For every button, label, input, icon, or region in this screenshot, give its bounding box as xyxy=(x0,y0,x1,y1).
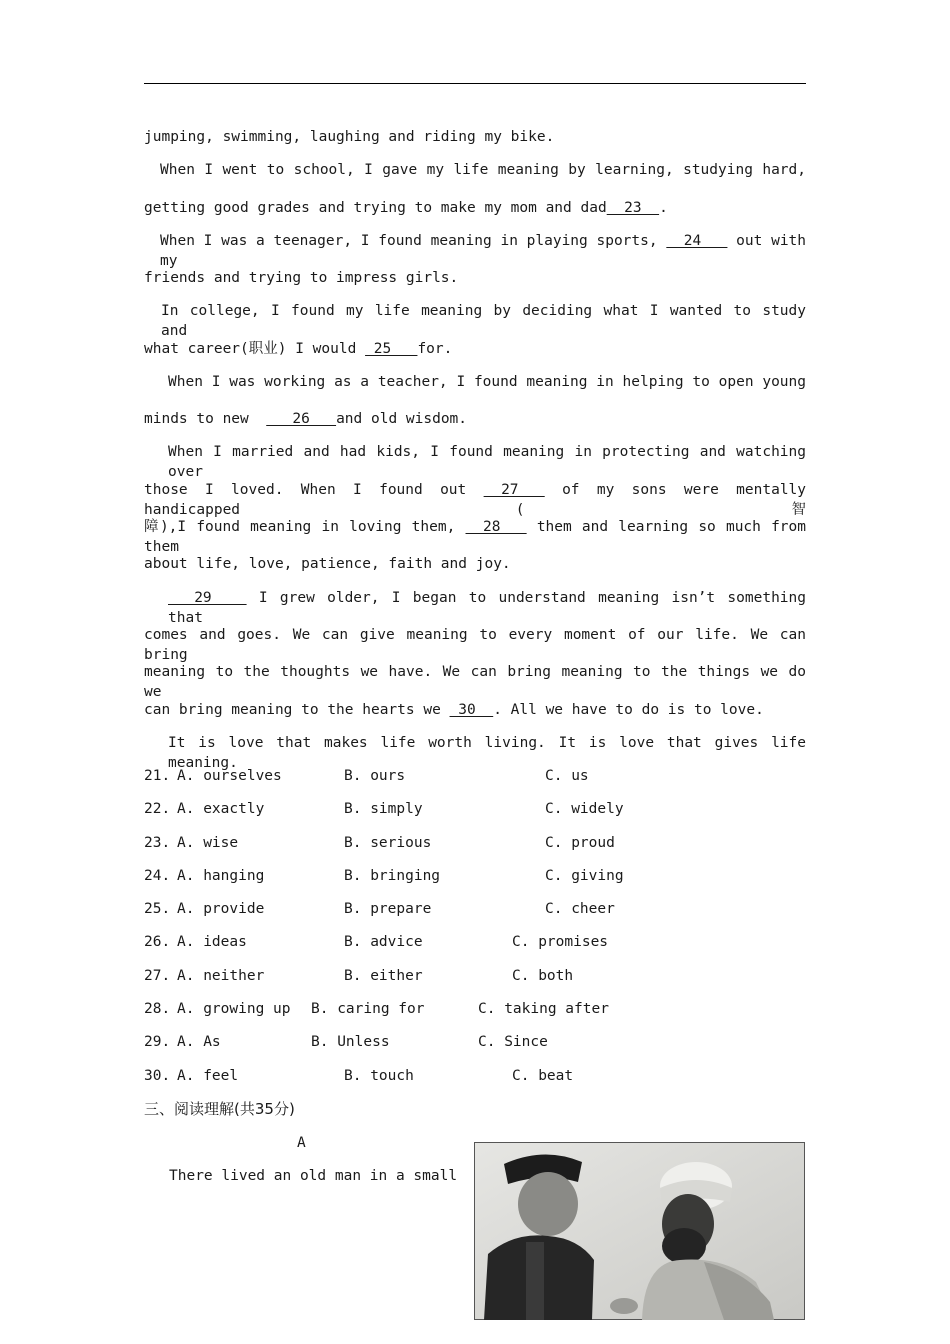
option-b: B. prepare xyxy=(344,901,432,917)
passage-photo xyxy=(474,1142,805,1320)
passage-line xyxy=(144,339,806,359)
passage-line: jumping, swimming, laughing and riding my bike. xyxy=(144,129,555,145)
passage-text: 障),I found meaning in loving them, xyxy=(144,519,466,535)
passage-line: comes and goes. We can give meaning to every moment of our life. We can bring xyxy=(144,627,806,663)
option-a: A. ourselves xyxy=(177,768,282,784)
passage-text: getting good grades and trying to make my mom and dad xyxy=(144,200,607,216)
passage-line xyxy=(168,588,806,628)
passage-line: When I was working as a teacher, I found meaning in helping to open young xyxy=(168,374,806,390)
option-c: C. Since xyxy=(478,1034,548,1050)
option-c: C. us xyxy=(545,768,589,784)
option-b: B. simply xyxy=(344,801,423,817)
passage-text: can bring meaning to the hearts we xyxy=(144,702,450,718)
option-a: A. ideas xyxy=(177,934,247,950)
question-number: 21. xyxy=(144,768,171,784)
question-number: 22. xyxy=(144,801,171,817)
blank-24: 24 xyxy=(666,233,728,249)
passage-text: . All we have to do is to love. xyxy=(493,702,764,718)
question-number: 24. xyxy=(144,868,171,884)
passage-line xyxy=(144,409,806,429)
passage-line xyxy=(144,700,806,720)
option-b: B. Unless xyxy=(311,1034,390,1050)
passage-line xyxy=(144,480,806,520)
passage-line xyxy=(160,231,806,271)
option-a: A. provide xyxy=(177,901,265,917)
option-a: A. growing up xyxy=(177,1001,291,1017)
passage-label: A xyxy=(297,1135,306,1151)
passage-line: about life, love, patience, faith and joy. xyxy=(144,556,511,572)
option-b: B. advice xyxy=(344,934,423,950)
option-c: C. proud xyxy=(545,835,615,851)
option-a: A. hanging xyxy=(177,868,265,884)
section-title: 三、阅读理解(共35分) xyxy=(144,1100,295,1118)
passage-text: for. xyxy=(417,341,453,357)
passage-text: When I was a teenager, I found meaning in playing sports, xyxy=(160,233,667,249)
option-c: C. both xyxy=(512,968,574,984)
question-number: 23. xyxy=(144,835,171,851)
question-number: 27. xyxy=(144,968,171,984)
passage-text: and old wisdom. xyxy=(336,411,468,427)
option-a: A. wise xyxy=(177,835,239,851)
question-number: 28. xyxy=(144,1001,171,1017)
passage-line: When I went to school, I gave my life meaning by learning, studying hard, xyxy=(160,162,806,178)
option-b: B. serious xyxy=(344,835,432,851)
blank-26: 26 xyxy=(266,411,337,427)
blank-30: 30 xyxy=(449,702,494,718)
passage-line: meaning to the thoughts we have. We can bring meaning to the things we do we xyxy=(144,664,806,700)
option-c: C. cheer xyxy=(545,901,615,917)
photo-illustration xyxy=(474,1142,805,1320)
passage-text: of my sons were mentally handicapped (智 xyxy=(144,482,807,518)
blank-25: 25 xyxy=(365,341,418,357)
passage-line: friends and trying to impress girls. xyxy=(144,270,459,286)
option-c: C. widely xyxy=(545,801,624,817)
option-c: C. promises xyxy=(512,934,609,950)
question-number: 30. xyxy=(144,1068,171,1084)
passage-line: In college, I found my life meaning by deciding what I wanted to study and xyxy=(161,303,806,339)
option-a: A. neither xyxy=(177,968,265,984)
passage-text: those I loved. When I found out xyxy=(144,482,484,498)
blank-27: 27 xyxy=(483,482,545,498)
passage-line: When I married and had kids, I found meaning in protecting and watching over xyxy=(168,444,806,480)
passage-text: minds to new xyxy=(144,411,267,427)
question-number: 25. xyxy=(144,901,171,917)
option-b: B. caring for xyxy=(311,1001,425,1017)
option-c: C. giving xyxy=(545,868,624,884)
passage-text: . xyxy=(659,200,668,216)
option-a: A. feel xyxy=(177,1068,239,1084)
passage-line xyxy=(144,517,806,557)
passage-text: out with my xyxy=(160,233,807,269)
passage-text: them and learning so much from them xyxy=(144,519,806,555)
option-c: C. beat xyxy=(512,1068,574,1084)
header-rule xyxy=(144,83,806,84)
option-b: B. touch xyxy=(344,1068,414,1084)
passage-text: what career(职业) I would xyxy=(144,341,366,357)
blank-29: 29 xyxy=(168,590,247,606)
passage-line xyxy=(144,198,806,218)
option-c: C. taking after xyxy=(478,1001,609,1017)
blank-23: 23 xyxy=(606,200,660,216)
option-b: B. bringing xyxy=(344,868,441,884)
option-a: A. exactly xyxy=(177,801,265,817)
question-number: 26. xyxy=(144,934,171,950)
option-a: A. As xyxy=(177,1034,221,1050)
option-b: B. ours xyxy=(344,768,406,784)
blank-28: 28 xyxy=(465,519,527,535)
question-number: 29. xyxy=(144,1034,171,1050)
reading-first-line: There lived an old man in a small xyxy=(169,1168,458,1184)
option-b: B. either xyxy=(344,968,423,984)
passage-line: It is love that makes life worth living. It is love that gives life meaning. xyxy=(168,735,806,771)
passage-text: I grew older, I began to understand meaning isn’t something that xyxy=(168,590,806,626)
